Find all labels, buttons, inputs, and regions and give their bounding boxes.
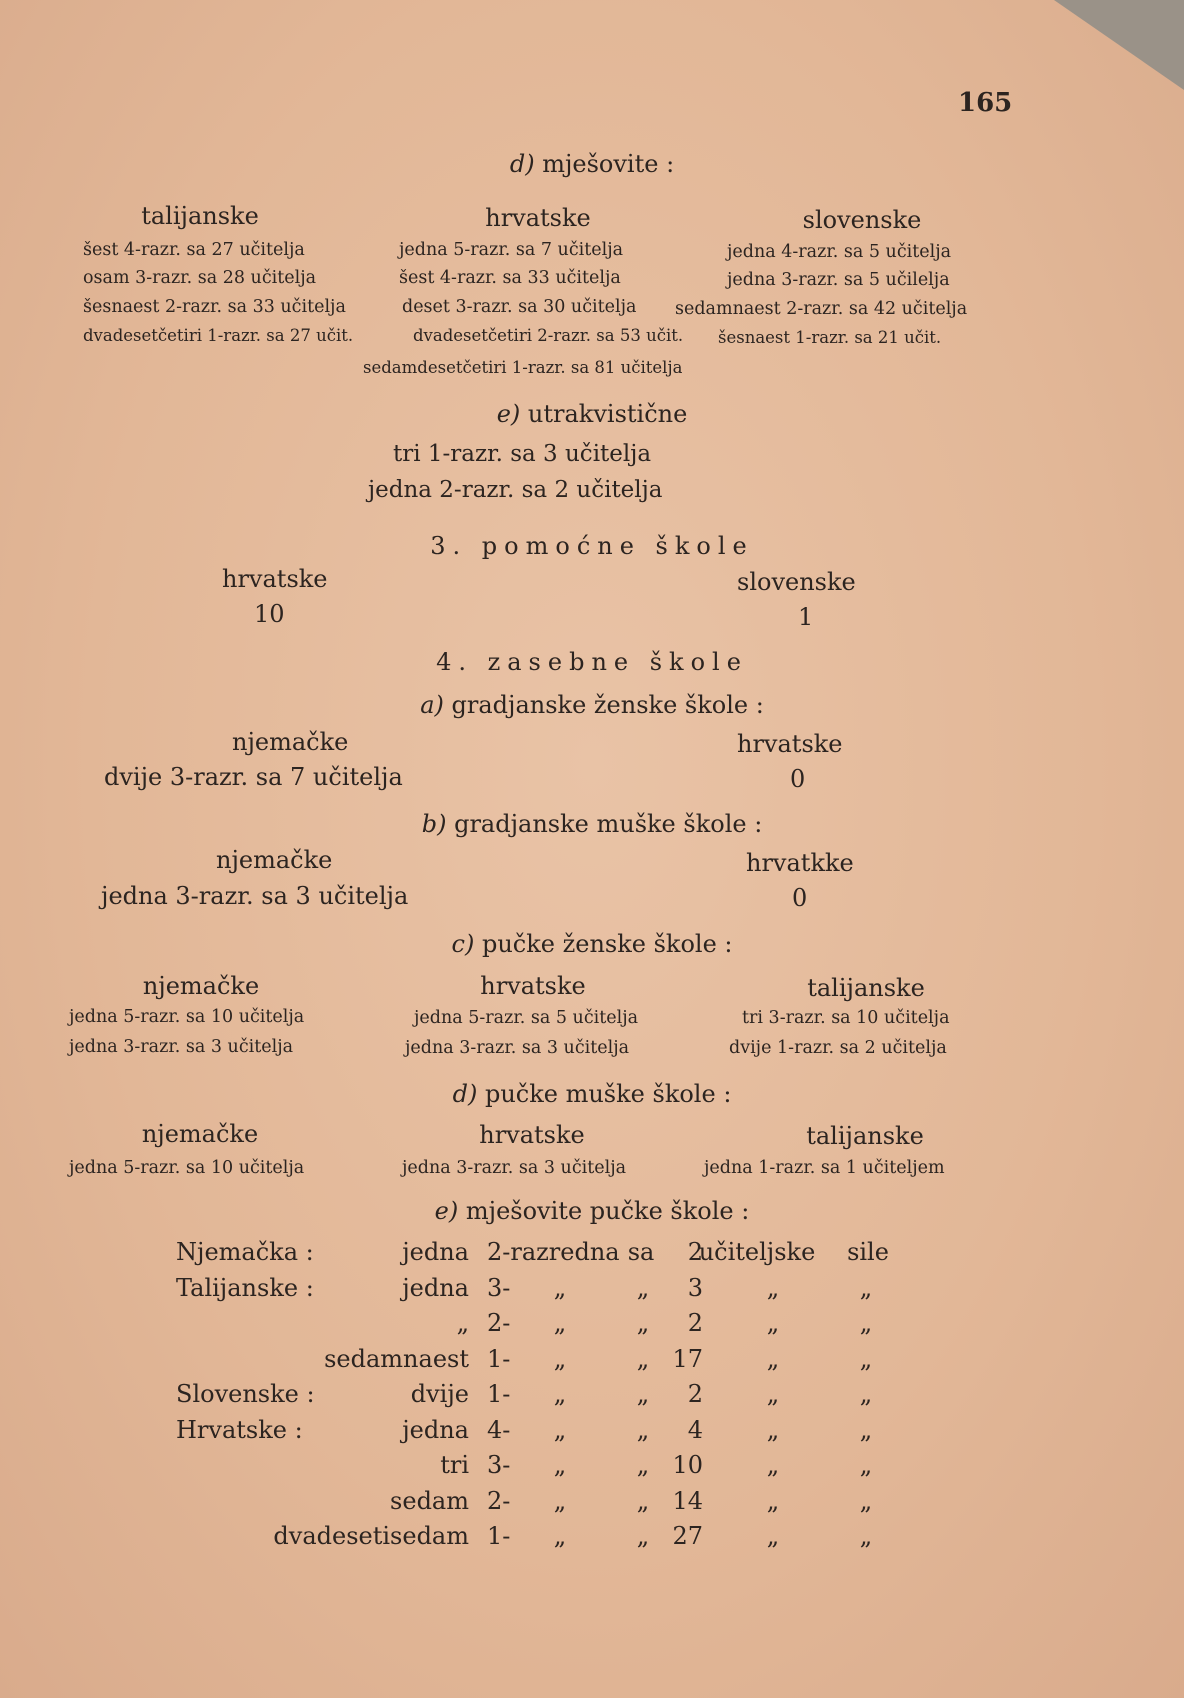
list-item: osam 3-razr. sa 28 učitelja bbox=[83, 268, 317, 288]
table-cell-c1: „ bbox=[553, 1344, 567, 1373]
section-d-title: mješovite : bbox=[542, 150, 675, 178]
list-item: sedamnaest 2-razr. sa 42 učitelja bbox=[675, 299, 968, 319]
table-cell-count: sedam bbox=[390, 1486, 469, 1515]
section-4b-letter: b) bbox=[421, 810, 447, 838]
pomocne-left-header: hrvatske bbox=[222, 565, 328, 593]
table-cell-c4: „ bbox=[859, 1380, 873, 1408]
list-item: šesnaest 2-razr. sa 33 učitelja bbox=[83, 297, 346, 317]
list-item: dvadesetčetiri 2-razr. sa 53 učit. bbox=[413, 326, 684, 345]
section-4b-heading bbox=[0, 810, 1184, 838]
table-cell-num: 3 bbox=[687, 1273, 703, 1302]
table-cell-c4: „ bbox=[859, 1309, 873, 1337]
section-e-letter: e) bbox=[496, 400, 521, 428]
table-cell-count: jedna bbox=[402, 1415, 469, 1444]
list-item: dvije 3-razr. sa 7 učitelja bbox=[104, 763, 403, 791]
table-cell-c4: „ bbox=[859, 1522, 873, 1550]
table-cell-num: 27 bbox=[672, 1522, 703, 1550]
table-cell-grade: 2-razredna bbox=[487, 1238, 620, 1266]
list-item: deset 3-razr. sa 30 učitelja bbox=[402, 297, 637, 317]
list-item: 0 bbox=[792, 884, 808, 912]
table-cell-c3: „ bbox=[766, 1344, 780, 1373]
table-cell-c4: „ bbox=[859, 1415, 873, 1444]
list-item: jedna 5-razr. sa 7 učitelja bbox=[399, 240, 624, 260]
list-item: jedna 1-razr. sa 1 učiteljem bbox=[704, 1158, 945, 1178]
folded-corner bbox=[1054, 0, 1184, 90]
section-4d-heading bbox=[0, 1080, 1184, 1108]
table-cell-c3: „ bbox=[766, 1380, 780, 1408]
list-item: 0 bbox=[790, 765, 806, 793]
section-4a-letter: a) bbox=[420, 691, 444, 719]
table-cell-num: 2 bbox=[687, 1380, 703, 1408]
col-talijanske-header: talijanske bbox=[806, 1122, 924, 1150]
table-cell-c3: „ bbox=[766, 1486, 780, 1515]
table-cell-count: jedna bbox=[402, 1273, 469, 1302]
table-cell-count: sedamnaest bbox=[324, 1344, 469, 1373]
col-hrvatske-header: hrvatske bbox=[479, 1121, 585, 1149]
section-4e-heading bbox=[0, 1197, 1184, 1225]
section-e-title: utrakvistične bbox=[527, 400, 688, 428]
list-item: jedna 3-razr. sa 3 učitelja bbox=[101, 882, 409, 910]
table-cell-c4: „ bbox=[859, 1344, 873, 1373]
pomocne-right-value: 1 bbox=[798, 603, 814, 631]
table-cell-num: 2 bbox=[687, 1238, 703, 1266]
list-item: šesnaest 1-razr. sa 21 učit. bbox=[718, 328, 942, 347]
table-cell-c2: „ bbox=[636, 1451, 650, 1479]
list-item: dvije 1-razr. sa 2 učitelja bbox=[729, 1038, 947, 1058]
table-cell-grade: 2- bbox=[487, 1486, 511, 1515]
table-cell-grade: 3- bbox=[487, 1273, 511, 1302]
table-cell-c1: „ bbox=[553, 1380, 567, 1408]
col-talijanske-header: talijanske bbox=[807, 974, 925, 1002]
list-item: jedna 5-razr. sa 5 učitelja bbox=[414, 1008, 639, 1028]
list-item: dvadesetčetiri 1-razr. sa 27 učit. bbox=[83, 326, 354, 345]
list-item: šest 4-razr. sa 27 učitelja bbox=[83, 240, 305, 260]
table-cell-c3: „ bbox=[766, 1451, 780, 1479]
table-cell-grade: 3- bbox=[487, 1451, 511, 1479]
section-4e-letter: e) bbox=[434, 1197, 459, 1225]
table-cell-grade: 2- bbox=[487, 1309, 511, 1337]
table-cell-c1: „ bbox=[553, 1486, 567, 1515]
col-hrvatske-header: hrvatkke bbox=[746, 849, 854, 877]
col-talijanske-header: talijanske bbox=[141, 202, 259, 230]
col-njemacke-header: njemačke bbox=[216, 846, 333, 874]
table-cell-c2: „ bbox=[636, 1273, 650, 1302]
section-4d-title: pučke muške škole : bbox=[484, 1080, 732, 1108]
table-cell-grade: 1- bbox=[487, 1522, 511, 1550]
list-item: jedna 3-razr. sa 3 učitelja bbox=[69, 1037, 294, 1057]
pomocne-right-header: slovenske bbox=[737, 568, 856, 596]
table-cell-grade: 1- bbox=[487, 1344, 511, 1373]
list-item: šest 4-razr. sa 33 učitelja bbox=[399, 268, 621, 288]
section-d-letter: d) bbox=[509, 150, 535, 178]
section-4b-title: gradjanske muške škole : bbox=[454, 810, 763, 838]
table-cell-num: 4 bbox=[687, 1415, 703, 1444]
table-cell-label: Talijanske : bbox=[176, 1273, 314, 1302]
table-cell-c1: „ bbox=[553, 1522, 567, 1550]
section-4-heading: 4. zasebne škole bbox=[436, 648, 748, 676]
table-cell-c3: učiteljske bbox=[698, 1238, 816, 1266]
col-njemacke-header: njemačke bbox=[232, 728, 349, 756]
table-cell-num: 17 bbox=[672, 1344, 703, 1373]
table-cell-c4: sile bbox=[847, 1238, 889, 1266]
list-item: jedna 3-razr. sa 3 učitelja bbox=[405, 1038, 630, 1058]
list-item: jedna 3-razr. sa 3 učitelja bbox=[402, 1158, 627, 1178]
table-cell-count: jedna bbox=[402, 1238, 469, 1266]
table-cell-c3: „ bbox=[766, 1415, 780, 1444]
table-cell-grade: 4- bbox=[487, 1415, 511, 1444]
list-item: sedamdesetčetiri 1-razr. sa 81 učitelja bbox=[363, 358, 683, 377]
col-njemacke-header: njemačke bbox=[141, 1120, 259, 1148]
list-item: jedna 4-razr. sa 5 učitelja bbox=[727, 242, 952, 262]
list-item: tri 3-razr. sa 10 učitelja bbox=[742, 1008, 950, 1028]
col-hrvatske-header: hrvatske bbox=[485, 204, 591, 232]
col-hrvatske-header: hrvatske bbox=[480, 972, 586, 1000]
section-e-heading bbox=[0, 400, 1184, 428]
table-cell-c4: „ bbox=[859, 1486, 873, 1515]
table-cell-c4: „ bbox=[859, 1273, 873, 1302]
list-item: jedna 2-razr. sa 2 učitelja bbox=[368, 477, 663, 503]
section-4e-title: mješovite pučke škole : bbox=[465, 1197, 750, 1225]
table-cell-c2: „ bbox=[636, 1522, 650, 1550]
table-cell-c1: „ bbox=[553, 1273, 567, 1302]
table-cell-c3: „ bbox=[766, 1273, 780, 1302]
section-4d-letter: d) bbox=[452, 1080, 478, 1108]
pomocne-left-value: 10 bbox=[254, 600, 285, 628]
table-cell-c1: „ bbox=[553, 1309, 567, 1337]
table-cell-c3: „ bbox=[766, 1309, 780, 1337]
table-cell-c1: sa bbox=[627, 1238, 655, 1266]
table-cell-c2: „ bbox=[636, 1380, 650, 1408]
table-cell-count: dvije bbox=[410, 1380, 469, 1408]
table-cell-c2: „ bbox=[636, 1309, 650, 1337]
list-item: jedna 5-razr. sa 10 učitelja bbox=[69, 1158, 305, 1178]
list-item: tri 1-razr. sa 3 učitelja bbox=[393, 441, 652, 467]
table-cell-label: Hrvatske : bbox=[176, 1415, 303, 1444]
table-cell-c2: „ bbox=[636, 1486, 650, 1515]
col-hrvatske-header: hrvatske bbox=[737, 730, 843, 758]
table-cell-num: 2 bbox=[687, 1309, 703, 1337]
section-d-heading bbox=[0, 150, 1184, 178]
table-cell-c3: „ bbox=[766, 1522, 780, 1550]
section-4c-letter: c) bbox=[451, 930, 475, 958]
table-cell-c2: „ bbox=[636, 1344, 650, 1373]
table-cell-label: Slovenske : bbox=[176, 1380, 315, 1408]
table-cell-count: „ bbox=[456, 1309, 469, 1337]
table-cell-count: tri bbox=[440, 1451, 469, 1479]
table-cell-grade: 1- bbox=[487, 1380, 511, 1408]
list-item: jedna 3-razr. sa 5 učilelja bbox=[727, 270, 950, 290]
section-4a-heading bbox=[0, 691, 1184, 719]
list-item: jedna 5-razr. sa 10 učitelja bbox=[69, 1007, 305, 1027]
table-cell-c2: „ bbox=[636, 1415, 650, 1444]
col-njemacke-header: njemačke bbox=[142, 972, 260, 1000]
page-number: 165 bbox=[958, 88, 1013, 118]
table-cell-label: Njemačka : bbox=[176, 1238, 314, 1266]
table-cell-c1: „ bbox=[553, 1415, 567, 1444]
section-3-heading: 3. pomoćne škole bbox=[430, 532, 754, 560]
col-slovenske-header: slovenske bbox=[802, 206, 922, 234]
table-cell-c1: „ bbox=[553, 1451, 567, 1479]
table-cell-num: 14 bbox=[672, 1486, 703, 1515]
section-4c-title: pučke ženske škole : bbox=[481, 930, 733, 958]
table-cell-count: dvadesetisedam bbox=[273, 1522, 469, 1550]
section-4a-title: gradjanske ženske škole : bbox=[451, 691, 764, 719]
section-4c-heading bbox=[0, 930, 1184, 958]
table-cell-num: 10 bbox=[672, 1451, 703, 1479]
table-cell-c4: „ bbox=[859, 1451, 873, 1479]
